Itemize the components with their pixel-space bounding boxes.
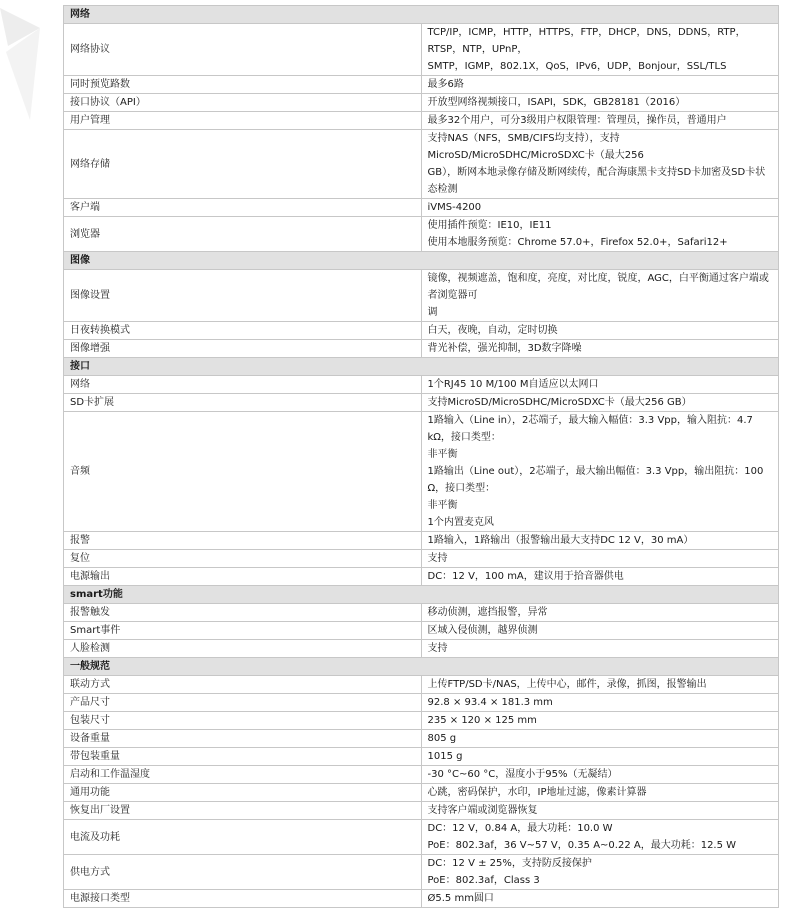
spec-row (64, 532, 779, 550)
spec-value (421, 784, 779, 802)
spec-value-line: 移动侦测，遮挡报警，异常 (427, 607, 548, 618)
spec-value-line: 1个内置麦克风 (427, 517, 494, 528)
spec-value-line: GB），断网本地录像存储及断网续传，配合海康黑卡支持SD卡加密及SD卡状态检测 (427, 167, 766, 195)
spec-label: 启动和工作温湿度 (64, 766, 422, 784)
spec-label: 设备重量 (64, 730, 422, 748)
spec-value-line: DC：12 V，0.84 A，最大功耗：10.0 W (427, 823, 613, 834)
spec-value-line: 1个RJ45 10 M/100 M自适应以太网口 (427, 379, 599, 390)
spec-label: 用户管理 (64, 112, 422, 130)
spec-value (421, 748, 779, 766)
spec-label: 音频 (64, 412, 422, 532)
spec-value (421, 855, 779, 890)
spec-label: 报警 (64, 532, 422, 550)
spec-row (64, 784, 779, 802)
spec-value-line: 调 (427, 307, 438, 318)
spec-value-line: 支持MicroSD/MicroSDHC/MicroSDXC卡（最大256 GB） (427, 397, 692, 408)
spec-row (64, 748, 779, 766)
section-header (64, 358, 779, 376)
spec-value-line: 使用本地服务预览：Chrome 57.0+，Firefox 52.0+，Safari12+ (427, 237, 728, 248)
spec-label: Smart事件 (64, 622, 422, 640)
spec-value (421, 676, 779, 694)
spec-row (64, 130, 779, 199)
spec-label: 产品尺寸 (64, 694, 422, 712)
spec-value-line: 心跳，密码保护，水印，IP地址过滤，像素计算器 (427, 787, 647, 798)
spec-value (421, 24, 779, 76)
spec-row (64, 604, 779, 622)
spec-value (421, 694, 779, 712)
spec-label: 电源输出 (64, 568, 422, 586)
spec-row (64, 76, 779, 94)
section-header (64, 252, 779, 270)
spec-row (64, 270, 779, 322)
spec-value (421, 112, 779, 130)
spec-value (421, 604, 779, 622)
spec-value-line: 最多32个用户，可分3级用户权限管理：管理员，操作员，普通用户 (427, 115, 727, 126)
spec-value-line: DC：12 V ± 25%，支持防反接保护 (427, 858, 592, 869)
spec-row (64, 376, 779, 394)
spec-label: 网络协议 (64, 24, 422, 76)
spec-row (64, 217, 779, 252)
spec-value (421, 802, 779, 820)
spec-label: 复位 (64, 550, 422, 568)
spec-value (421, 340, 779, 358)
spec-label: 人脸检测 (64, 640, 422, 658)
spec-row (64, 394, 779, 412)
spec-value-line: 235 × 120 × 125 mm (427, 715, 537, 726)
spec-value (421, 94, 779, 112)
spec-label: 客户端 (64, 199, 422, 217)
spec-row (64, 568, 779, 586)
spec-label: SD卡扩展 (64, 394, 422, 412)
spec-value (421, 568, 779, 586)
spec-value-line: 非平衡 (427, 500, 458, 511)
spec-label: 网络 (64, 376, 422, 394)
spec-label: 网络存储 (64, 130, 422, 199)
spec-row (64, 94, 779, 112)
spec-row (64, 730, 779, 748)
spec-label: 电源接口类型 (64, 890, 422, 908)
spec-label: 同时预览路数 (64, 76, 422, 94)
spec-label: 电流及功耗 (64, 820, 422, 855)
spec-label: 浏览器 (64, 217, 422, 252)
spec-value-line: 92.8 × 93.4 × 181.3 mm (427, 697, 553, 708)
spec-row (64, 112, 779, 130)
spec-value (421, 550, 779, 568)
spec-value (421, 730, 779, 748)
spec-table (63, 5, 779, 908)
spec-value-line: 区域入侵侦测，越界侦测 (427, 625, 538, 636)
spec-label: 带包装重量 (64, 748, 422, 766)
spec-value-line: 镜像，视频遮盖，饱和度，亮度，对比度，锐度，AGC，白平衡通过客户端或者浏览器可 (427, 273, 769, 301)
spec-value (421, 532, 779, 550)
spec-label: 通用功能 (64, 784, 422, 802)
spec-value-line: 支持 (427, 643, 448, 654)
spec-row (64, 340, 779, 358)
spec-value-line: 支持NAS（NFS，SMB/CIFS均支持），支持MicroSD/MicroSDHC/MicroSDXC卡（最大256 (427, 133, 644, 161)
spec-value-line: PoE：802.3af，36 V~57 V，0.35 A~0.22 A，最大功耗：12.5 W (427, 840, 737, 851)
spec-label: 恢复出厂设置 (64, 802, 422, 820)
spec-row (64, 622, 779, 640)
spec-value-line: 上传FTP/SD卡/NAS，上传中心，邮件，录像，抓图，报警输出 (427, 679, 707, 690)
spec-value (421, 766, 779, 784)
spec-table-body (64, 6, 779, 908)
spec-value (421, 322, 779, 340)
section-title: 接口 (64, 358, 779, 376)
spec-value (421, 820, 779, 855)
spec-row (64, 640, 779, 658)
spec-value-line: 支持客户端或浏览器恢复 (427, 805, 538, 816)
spec-value-line: -30 °C~60 °C，湿度小于95%（无凝结） (427, 769, 618, 780)
spec-row (64, 694, 779, 712)
spec-value (421, 76, 779, 94)
section-title: 一般规范 (64, 658, 779, 676)
spec-value (421, 217, 779, 252)
spec-value-line: Ø5.5 mm圆口 (427, 893, 494, 904)
spec-label: 接口协议（API） (64, 94, 422, 112)
spec-value-line: PoE：802.3af，Class 3 (427, 875, 540, 886)
spec-label: 日夜转换模式 (64, 322, 422, 340)
spec-row (64, 890, 779, 908)
spec-value (421, 712, 779, 730)
spec-label: 包装尺寸 (64, 712, 422, 730)
section-title: 网络 (64, 6, 779, 24)
watermark-logo-shape (0, 0, 64, 140)
section-header (64, 658, 779, 676)
spec-value-line: 1路输出（Line out），2芯端子，最大输出幅值：3.3 Vpp，输出阻抗：100 Ω，接口类型： (427, 466, 764, 494)
spec-value-line: SMTP，IGMP，802.1X，QoS，IPv6，UDP，Bonjour，SSL/TLS (427, 61, 727, 72)
spec-value (421, 270, 779, 322)
spec-row (64, 322, 779, 340)
spec-value-line: 支持 (427, 553, 448, 564)
section-title: smart功能 (64, 586, 779, 604)
spec-value-line: 1015 g (427, 751, 463, 762)
spec-label: 联动方式 (64, 676, 422, 694)
spec-value (421, 412, 779, 532)
spec-value-line: 1路输入（Line in），2芯端子，最大输入幅值：3.3 Vpp，输入阻抗：4.7 kΩ，接口类型： (427, 415, 753, 443)
section-header (64, 6, 779, 24)
spec-value (421, 890, 779, 908)
spec-value-line: DC：12 V，100 mA，建议用于拾音器供电 (427, 571, 624, 582)
spec-label: 供电方式 (64, 855, 422, 890)
spec-value-line: 805 g (427, 733, 457, 744)
spec-value-line: 白天，夜晚，自动，定时切换 (427, 325, 558, 336)
spec-row (64, 820, 779, 855)
spec-value-line: iVMS-4200 (427, 202, 482, 213)
spec-row (64, 24, 779, 76)
spec-value-line: 开放型网络视频接口，ISAPI，SDK，GB28181（2016） (427, 97, 686, 108)
spec-value-line: 非平衡 (427, 449, 458, 460)
spec-value (421, 640, 779, 658)
spec-value (421, 622, 779, 640)
section-title: 图像 (64, 252, 779, 270)
spec-label: 报警触发 (64, 604, 422, 622)
spec-value-line: 使用插件预览：IE10，IE11 (427, 220, 552, 231)
spec-row (64, 855, 779, 890)
spec-label: 图像设置 (64, 270, 422, 322)
spec-row (64, 766, 779, 784)
spec-row (64, 676, 779, 694)
spec-label: 图像增强 (64, 340, 422, 358)
spec-value-line: TCP/IP，ICMP，HTTP，HTTPS，FTP，DHCP，DNS，DDNS，RTP，RTSP，NTP，UPnP， (427, 27, 746, 55)
spec-row (64, 412, 779, 532)
spec-row (64, 199, 779, 217)
spec-value (421, 199, 779, 217)
spec-row (64, 712, 779, 730)
spec-value-line: 最多6路 (427, 79, 464, 90)
spec-row (64, 802, 779, 820)
spec-value (421, 376, 779, 394)
section-header (64, 586, 779, 604)
spec-value (421, 394, 779, 412)
spec-value-line: 1路输入，1路输出（报警输出最大支持DC 12 V，30 mA） (427, 535, 694, 546)
spec-value (421, 130, 779, 199)
spec-row (64, 550, 779, 568)
spec-value-line: 背光补偿，强光抑制，3D数字降噪 (427, 343, 582, 354)
